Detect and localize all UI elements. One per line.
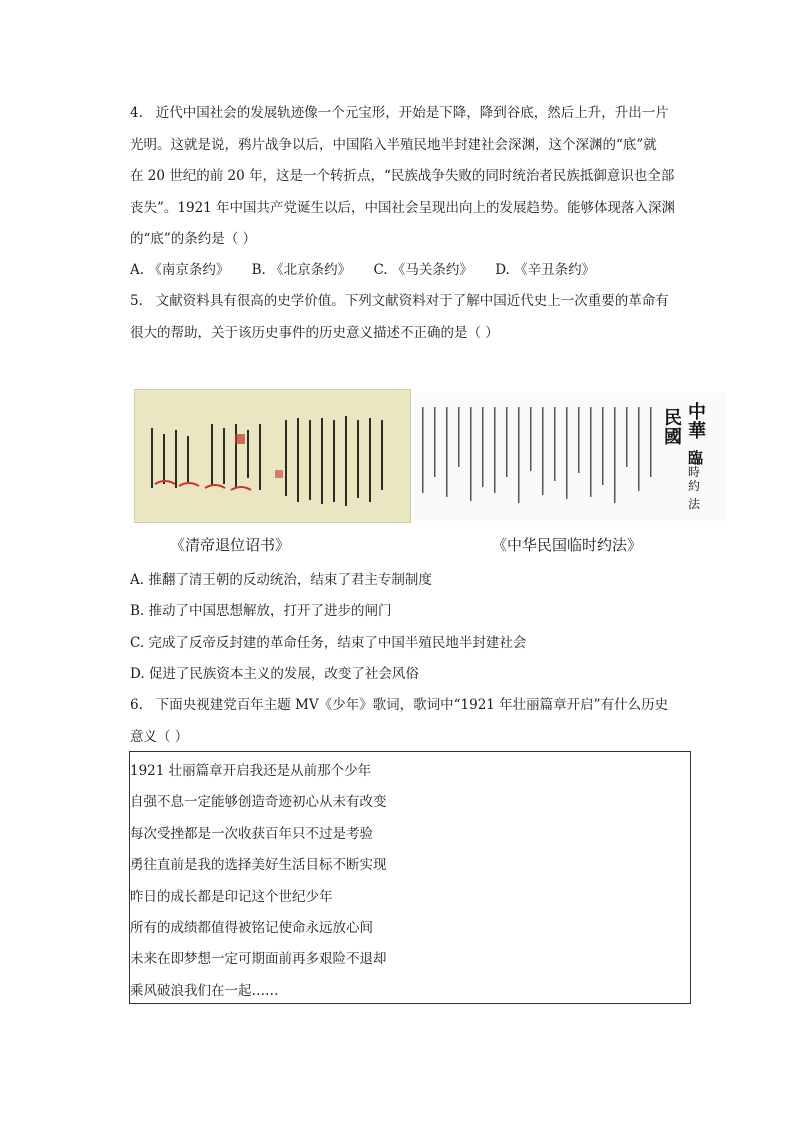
question-4-line: 丧失”。1921 年中国共产党诞生以后，中国社会呈现出向上的发展趋势。能够体现落入深渊	[130, 199, 676, 216]
question-4-number: 4.	[130, 105, 143, 121]
option-b[interactable]: B. 推动了中国思想解放，打开了进步的闸门	[130, 603, 392, 619]
lyric-line: 自强不息一定能够创造奇迹初心从未有改变	[130, 794, 387, 811]
caption-qing-edict: 《清帝退位诏书》	[170, 536, 291, 554]
question-5-line: 很大的帮助，关于该历史事件的历史意义描述不正确的是（ ）	[130, 324, 499, 341]
title-minguo: 民國	[664, 408, 682, 448]
qing-abdication-edict-image	[134, 389, 411, 523]
lyric-line: 勇往直前是我的选择美好生活目标不断实现	[130, 857, 387, 874]
constitution-title	[658, 403, 718, 515]
question-4-line: 在 20 世纪的前 20 年，这是一个转折点，“民族战争失败的同时统治者民族抵御意识也全部	[130, 168, 675, 184]
caption-provisional-constitution: 《中华民国临时约法》	[492, 536, 643, 554]
option-a[interactable]: A. 《南京条约》	[130, 262, 230, 278]
option-d[interactable]: D. 促进了民族资本主义的发展，改变了社会风俗	[130, 666, 419, 682]
title-lin: 臨	[688, 449, 704, 467]
provisional-constitution-image	[414, 393, 726, 521]
option-d[interactable]: D. 《辛丑条约》	[495, 262, 596, 278]
question-5-number: 5.	[130, 293, 143, 309]
lyrics-box	[129, 751, 691, 1004]
option-b[interactable]: B. 《北京条约》	[251, 262, 352, 278]
edict-scroll-drawing	[135, 390, 412, 524]
question-6	[130, 690, 692, 753]
question-4-line: 4. 近代中国社会的发展轨迹像一个元宝形，开始是下降，降到谷底，然后上升，升出一片	[130, 105, 669, 121]
question-6-line: 6. 下面央视建党百年主题 MV《少年》歌词，歌词中“1921 年壮丽篇章开启”有什么历史	[130, 697, 669, 713]
question-6-line: 意义（ ）	[130, 728, 189, 745]
lyric-line: 乘风破浪我们在一起……	[130, 982, 279, 999]
lyric-line: 每次受挫都是一次收获百年只不过是考验	[130, 825, 373, 842]
question-4-line: 光明。这就是说，鸦片战争以后，中国陷入半殖民地半封建社会深渊，这个深渊的“底”就	[130, 136, 657, 153]
question-4-line: 的“底”的条约是（ ）	[130, 231, 257, 247]
lyric-line: 1921 壮丽篇章开启我还是从前那个少年	[130, 763, 372, 779]
lyric-line: 所有的成绩都值得被铭记使命永远放心间	[130, 919, 373, 936]
question-6-number: 6.	[130, 697, 143, 713]
lyric-line: 未来在即梦想一定可期面前再多艰险不退却	[130, 951, 387, 968]
question-4	[130, 98, 692, 256]
option-a[interactable]: A. 推翻了清王朝的反动统治，结束了君主专制制度	[130, 572, 432, 588]
lyric-line: 昨日的成长都是印记这个世纪少年	[130, 888, 333, 905]
option-c[interactable]: C. 《马关条约》	[373, 262, 473, 278]
title-zhonghua: 中華	[688, 402, 706, 442]
question-5	[130, 286, 692, 349]
option-c[interactable]: C. 完成了反帝反封建的革命任务，结束了中国半殖民地半封建社会	[130, 635, 527, 651]
question-4-options	[130, 255, 692, 287]
title-shiyue: 時約	[688, 465, 701, 493]
title-fa: 法	[688, 497, 701, 511]
question-5-line: 5. 文献资料具有很高的史学价值。下列文献资料对于了解中国近代史上一次重要的革命有	[130, 293, 669, 309]
